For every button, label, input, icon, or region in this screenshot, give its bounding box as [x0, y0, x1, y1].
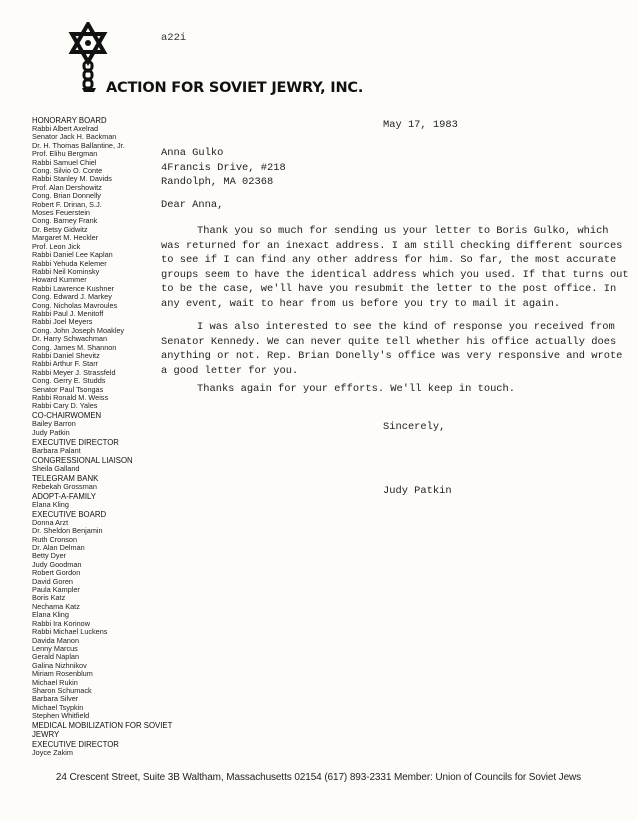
board-member-name: Dr. Alan Delman [32, 543, 85, 553]
board-member-name: Lenny Marcus [32, 643, 78, 653]
board-section-heading: EXECUTIVE BOARD [32, 509, 107, 519]
board-member-name: Cong. Nicholas Mavroules [32, 300, 118, 310]
letter-date: May 17, 1983 [383, 119, 458, 131]
board-member-name: Rabbi Meyer J. Strassfeld [32, 367, 116, 377]
board-member-name: Prof. Alan Dershowitz [32, 182, 102, 192]
board-member-name: Cong. Brian Donnelly [32, 191, 101, 201]
board-member-name: Judy Goodman [32, 559, 82, 569]
board-member-name: Rabbi Paul J. Menitoff [32, 308, 104, 318]
board-section [32, 411, 182, 437]
board-member-name: Cong. Gerry E. Studds [32, 376, 106, 386]
board-member-name: Paula Kampler [32, 585, 80, 595]
board-member-name: Galina Nizhnikov [32, 660, 87, 670]
board-member-name: Ruth Cronson [32, 534, 78, 544]
board-member-name: Rebekah Grossman [32, 481, 97, 491]
board-member-name: Rabbi Ira Korinow [32, 618, 90, 628]
board-member-name: Rabbi Stanley M. Davids [32, 174, 112, 184]
board-section-heading: TELEGRAM BANK [32, 473, 99, 483]
board-section-heading: HONORARY BOARD [32, 116, 107, 125]
board-member-name: Joyce Zakim [32, 747, 73, 757]
board-section [32, 492, 182, 509]
board-member-name: Rabbi Arthur F. Starr [32, 359, 99, 369]
board-member-name: Dr. H. Thomas Ballantine, Jr. [32, 140, 125, 150]
board-member-name: Rabbi Cary D. Yales [32, 401, 98, 411]
board-member-name: Cong. James M. Shannon [32, 342, 117, 352]
board-member-name: Judy Patkin [32, 427, 70, 437]
board-member-name: Howard Kummer [32, 275, 87, 285]
board-member-name: Boris Katz [32, 593, 66, 603]
board-member-name: Sheila Galland [32, 463, 80, 473]
recipient-street: 4Francis Drive, #218 [161, 161, 286, 174]
letterhead-footer: 24 Crescent Street, Suite 3B Waltham, Massachusetts 02154 (617) 893-2331 Member: Union of Councils for Soviet Jews [55, 772, 582, 783]
board-member-name: Cong. Silvio O. Conte [32, 166, 103, 176]
reference-code: a22i [161, 32, 187, 44]
letter-paragraph: Thank you so much for sending us your letter to Boris Gulko, which was returned for an inexact address. I am still checking different sources to see if I can find any other address for him. So far, the most accurate groups seem to have the identical address which you used. If that turns out to be the case, we'll have you resubmit the letter to the post office. In any event, wait to hear from us before you try to mail it again. [161, 225, 629, 310]
board-section-heading: CO-CHAIRWOMEN [32, 411, 102, 421]
board-member-name: Dr. Betsy Gidwitz [32, 224, 88, 234]
board-member-name: Michael Tsypkin [32, 702, 84, 712]
board-member-name: Rabbi Daniel Lee Kaplan [32, 250, 113, 260]
board-member-name: Michael Rukin [32, 677, 78, 687]
board-member-name: David Goren [32, 576, 73, 586]
board-section [32, 438, 182, 455]
board-member-name: Donna Arzt [32, 517, 69, 527]
organization-name: ACTION FOR SOVIET JEWRY, INC. [106, 80, 364, 96]
board-member-name: Rabbi Albert Axelrad [32, 124, 99, 133]
closing: Sincerely, [383, 421, 446, 433]
board-listing [32, 116, 182, 757]
board-member-name: Gerald Naplan [32, 652, 80, 662]
board-member-name: Rabbi Lawrence Kushner [32, 283, 114, 293]
board-section [32, 474, 182, 491]
board-member-name: Barbara Palant [32, 445, 81, 455]
letter-paragraph: I was also interested to see the kind of response you received from Senator Kennedy. We can never quite tell whether his office actually does anything or not. Rep. Brian Donelly's office was very responsive and wrote a good letter for you. [161, 321, 623, 377]
board-section-heading: MEDICAL MOBILIZATION FOR SOVIET JEWRY [32, 721, 173, 740]
board-section-heading: ADOPT-A-FAMILY [32, 491, 96, 501]
star-of-david-chain-icon [66, 22, 110, 94]
board-member-name: Sharon Schumack [32, 685, 92, 695]
board-section [32, 456, 182, 473]
board-member-name: Elana Kling [32, 610, 69, 620]
board-member-name: Prof. Elihu Bergman [32, 149, 98, 159]
board-section [32, 721, 182, 739]
board-member-name: Robert Gordon [32, 568, 81, 578]
salutation: Dear Anna, [161, 199, 224, 211]
board-section [32, 510, 182, 721]
board-section [32, 116, 182, 411]
board-member-name: Senator Jack H. Backman [32, 132, 117, 142]
recipient-address [161, 146, 286, 190]
recipient-city: Randolph, MA 02368 [161, 176, 274, 189]
board-member-name: Rabbi Michael Luckens [32, 627, 108, 637]
board-member-name: Margaret M. Heckler [32, 233, 99, 243]
board-member-name: Rabbi Joel Meyers [32, 317, 93, 327]
board-member-name: Cong. Barney Frank [32, 216, 98, 226]
board-member-name: Nechama Katz [32, 601, 80, 611]
board-member-name: Rabbi Neil Kominsky [32, 266, 100, 276]
board-member-name: Dr. Sheldon Benjamin [32, 526, 103, 536]
board-member-name: Cong. Edward J. Markey [32, 292, 112, 302]
board-member-name: Prof. Leon Jick [32, 241, 81, 251]
board-member-name: Stephen Whitfield [32, 711, 90, 721]
board-section [32, 740, 182, 757]
board-member-name: Moses Feuerstein [32, 208, 90, 218]
board-member-name: Senator Paul Tsongas [32, 384, 104, 394]
board-member-name: Elana Kling [32, 499, 69, 509]
board-member-name: Rabbi Samuel Chiel [32, 157, 97, 167]
board-section-heading: EXECUTIVE DIRECTOR [32, 437, 119, 447]
board-member-name: Cong. John Joseph Moakley [32, 325, 125, 335]
board-member-name: Rabbi Ronald M. Weiss [32, 393, 109, 402]
board-member-name: Betty Dyer [32, 551, 67, 561]
letter-paragraph: Thanks again for your efforts. We'll keep in touch. [197, 383, 516, 395]
board-member-name: Barbara Silver [32, 694, 79, 704]
board-member-name: Robert F. Drinan, S.J. [32, 199, 102, 209]
board-member-name: Rabbi Yehuda Kelemer [32, 258, 107, 268]
board-member-name: Dr. Harry Schwachman [32, 334, 108, 344]
board-member-name: Bailey Barron [32, 419, 76, 429]
recipient-name: Anna Gulko [161, 147, 224, 159]
board-section-heading: EXECUTIVE DIRECTOR [32, 739, 119, 749]
board-member-name: Rabbi Daniel Shevitz [32, 350, 100, 360]
signature-name: Judy Patkin [383, 485, 452, 497]
board-member-name: Miriam Rosenblum [32, 669, 93, 679]
board-member-name: Davida Manon [32, 635, 80, 645]
board-section-heading: CONGRESSIONAL LIAISON [32, 455, 133, 465]
